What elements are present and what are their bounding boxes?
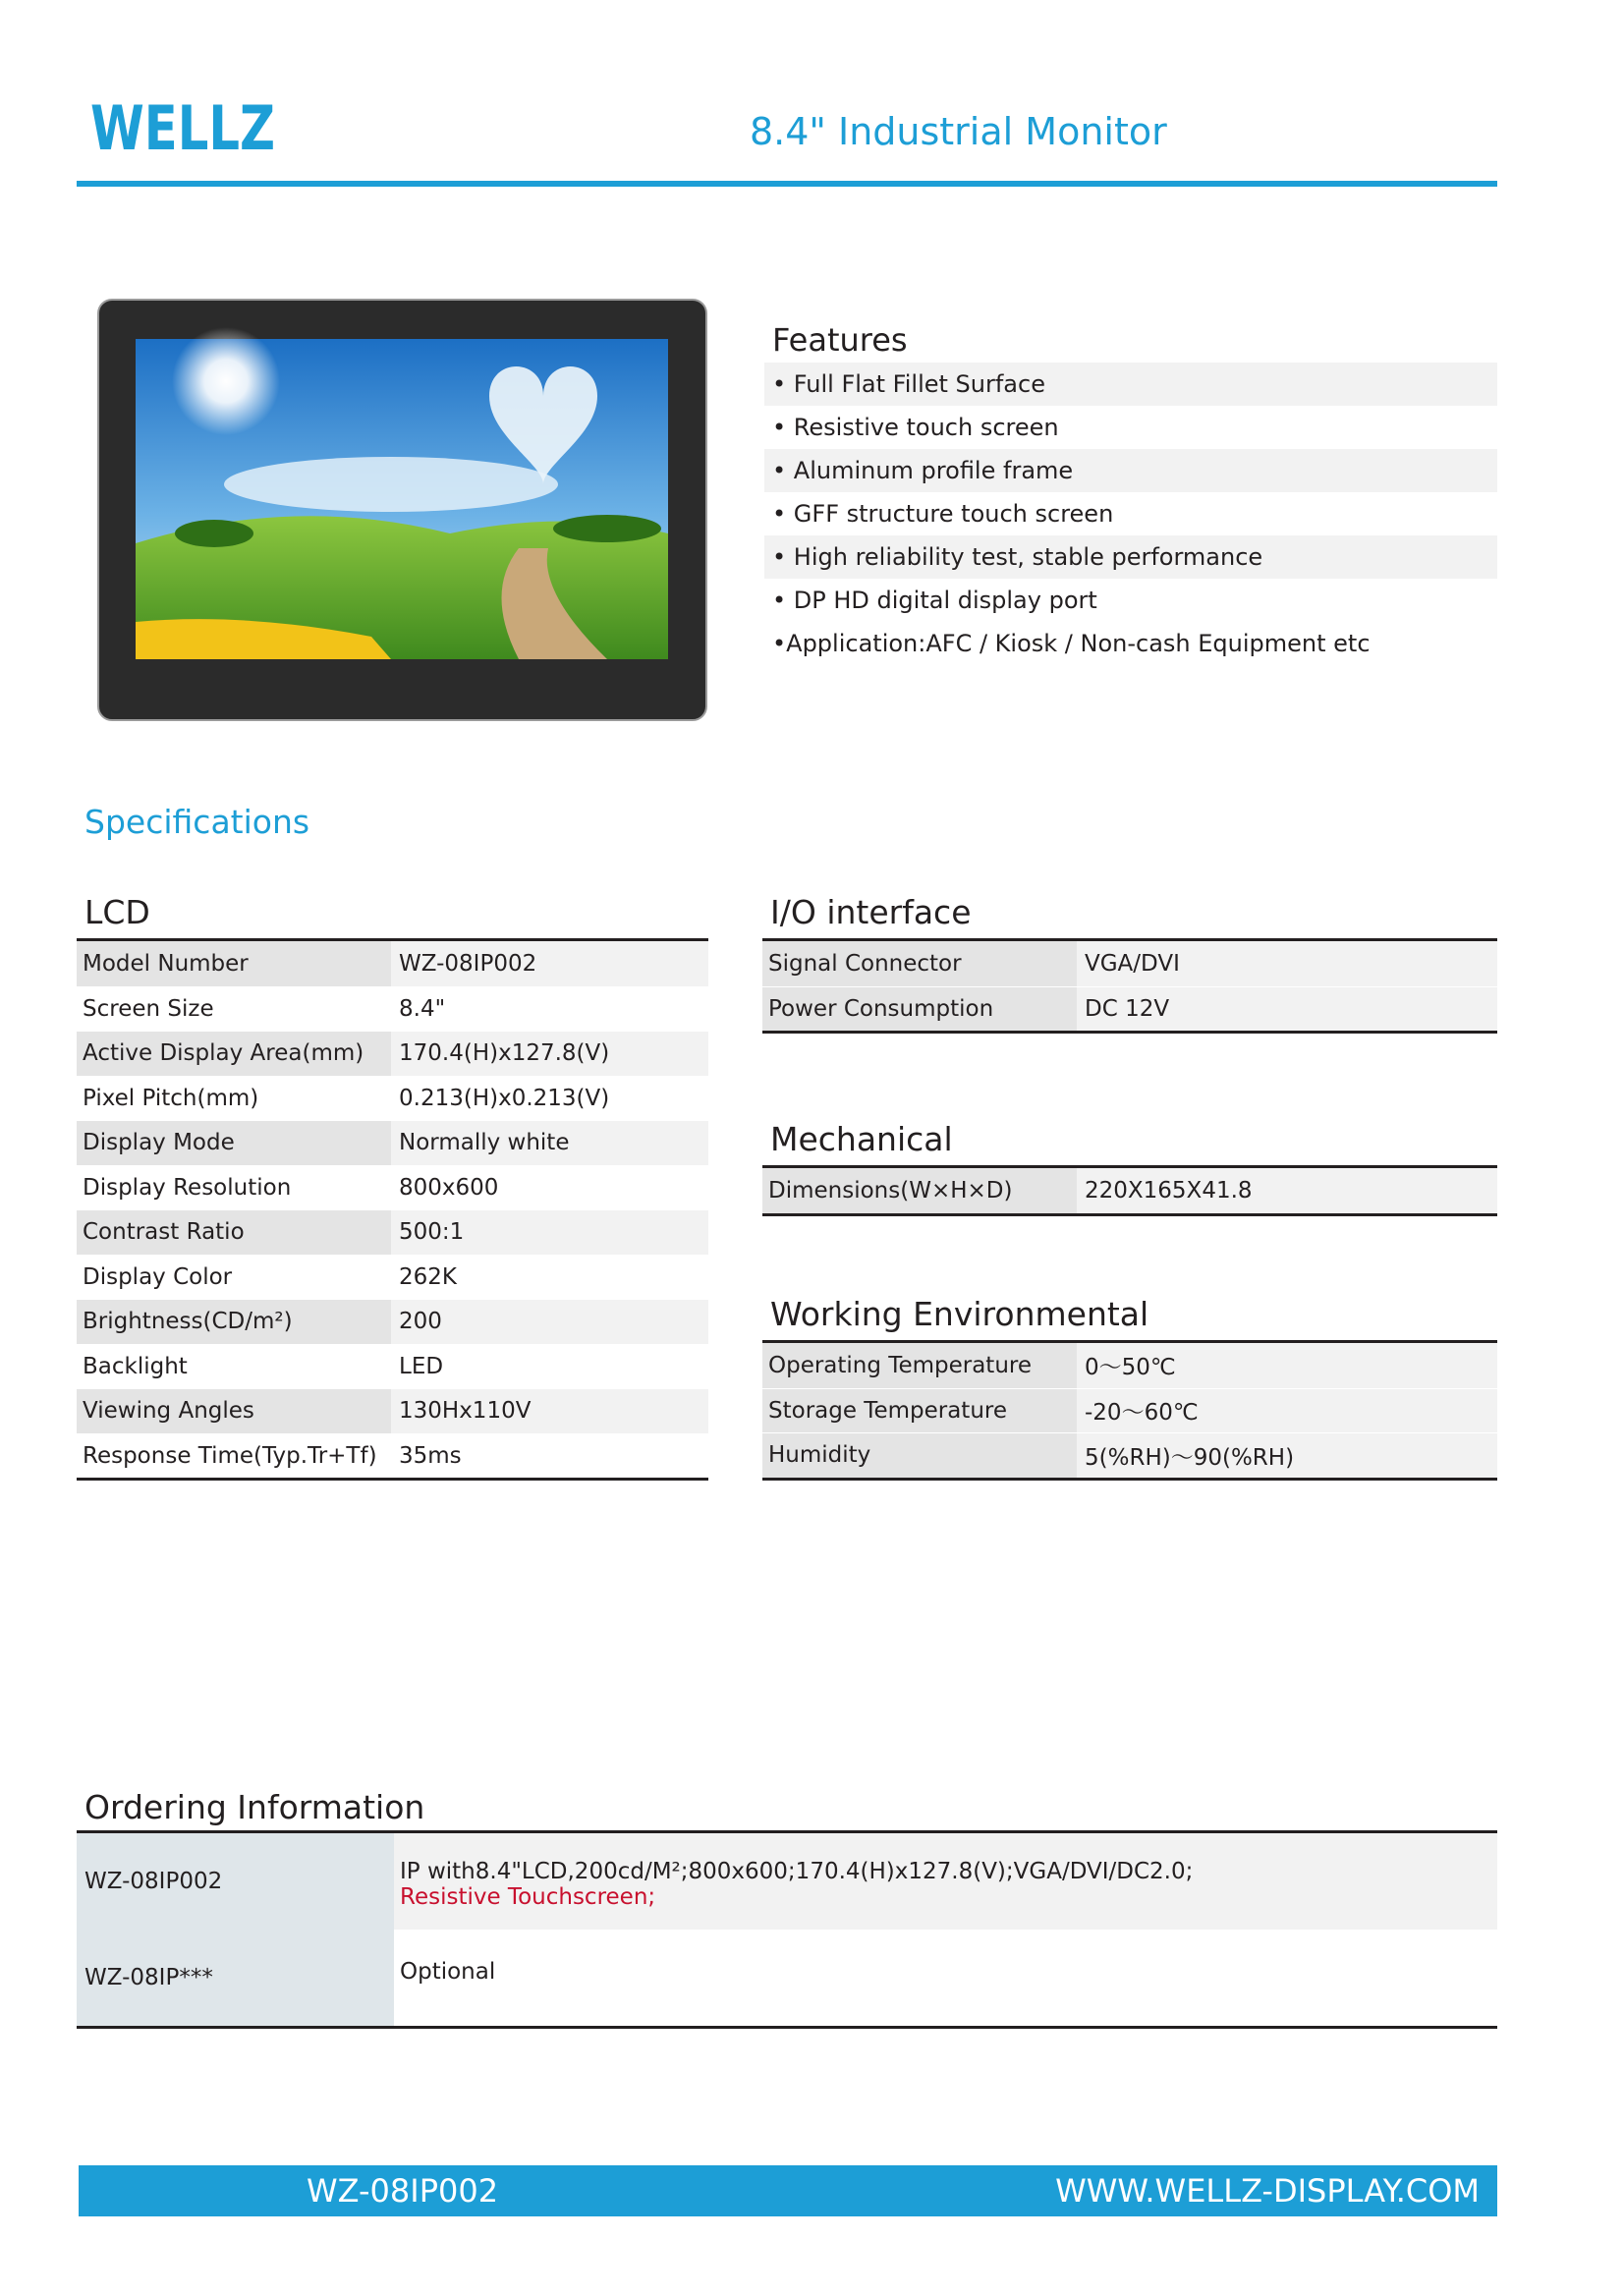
feature-item: • Full Flat Fillet Surface (764, 363, 1497, 406)
table-row (77, 1299, 708, 1344)
spec-value: 0.213(H)x0.213(V) (391, 1077, 708, 1121)
order-description: Optional (394, 1930, 1497, 2026)
order-description-line: IP with8.4"LCD,200cd/M²;800x600;170.4(H)x127.8(V);VGA/DVI/DC2.0; (400, 1859, 1194, 1884)
spec-value: 200 (391, 1300, 708, 1344)
order-code: WZ-08IP*** (77, 1930, 394, 2026)
brand-logo (90, 92, 277, 164)
spec-key: Storage Temperature (762, 1389, 1077, 1433)
spec-key: Backlight (77, 1345, 391, 1389)
spec-value: 130Hx110V (391, 1389, 708, 1433)
feature-item: • High reliability test, stable performance (764, 535, 1497, 579)
footer-bar (79, 2165, 1497, 2216)
io-heading: I/O interface (770, 893, 972, 931)
table-row (77, 1120, 708, 1165)
environment-heading: Working Environmental (770, 1295, 1149, 1333)
spec-value: LED (391, 1345, 708, 1389)
environment-spec-table (762, 1340, 1497, 1481)
lcd-spec-table (77, 938, 708, 1481)
table-row (77, 1209, 708, 1255)
spec-value: 170.4(H)x127.8(V) (391, 1032, 708, 1076)
table-row (762, 1432, 1497, 1478)
feature-item: • Aluminum profile frame (764, 449, 1497, 492)
spec-value: 35ms (391, 1434, 708, 1479)
spec-value: 8.4" (391, 987, 708, 1032)
table-row (762, 1168, 1497, 1213)
header-divider (77, 181, 1497, 187)
spec-value: -20～60℃ (1077, 1389, 1497, 1433)
spec-key: Dimensions(W×H×D) (762, 1168, 1077, 1213)
spec-key: Display Mode (77, 1121, 391, 1165)
table-row (77, 1255, 708, 1300)
io-spec-table (762, 938, 1497, 1034)
svg-text:WELLZ: WELLZ (90, 92, 275, 164)
spec-value: WZ-08IP002 (391, 941, 708, 986)
table-row (77, 986, 708, 1032)
spec-value: 500:1 (391, 1210, 708, 1255)
spec-key: Brightness(CD/m²) (77, 1300, 391, 1344)
spec-key: Display Color (77, 1256, 391, 1300)
spec-key: Active Display Area(mm) (77, 1032, 391, 1076)
spec-value: 262K (391, 1256, 708, 1300)
product-image (96, 298, 708, 722)
spec-value: 5(%RH)～90(%RH) (1077, 1433, 1497, 1478)
spec-key: Contrast Ratio (77, 1210, 391, 1255)
table-row (762, 986, 1497, 1032)
table-row (77, 1031, 708, 1076)
spec-value: Normally white (391, 1121, 708, 1165)
table-row (77, 1388, 708, 1433)
mechanical-spec-table (762, 1165, 1497, 1216)
spec-key: Model Number (77, 941, 391, 986)
spec-key: Pixel Pitch(mm) (77, 1077, 391, 1121)
spec-value: 0～50℃ (1077, 1343, 1497, 1388)
ordering-table (77, 1830, 1497, 2029)
spec-value: DC 12V (1077, 987, 1497, 1032)
features-heading: Features (772, 321, 908, 359)
spec-value: VGA/DVI (1077, 941, 1497, 986)
table-row (77, 1930, 1497, 2026)
feature-item: • Resistive touch screen (764, 406, 1497, 449)
document-title: 8.4" Industrial Monitor (750, 110, 1167, 153)
table-row (762, 1343, 1497, 1388)
feature-item: • DP HD digital display port (764, 579, 1497, 622)
table-row (762, 941, 1497, 986)
table-row (77, 1165, 708, 1210)
spec-value: 220X165X41.8 (1077, 1168, 1497, 1213)
wellz-logo-icon (90, 92, 277, 164)
feature-item: • GFF structure touch screen (764, 492, 1497, 535)
spec-key: Display Resolution (77, 1166, 391, 1210)
ordering-heading: Ordering Information (84, 1788, 425, 1826)
monitor-picture-icon (96, 298, 708, 722)
table-row (77, 1076, 708, 1121)
table-row (762, 1388, 1497, 1433)
spec-value: 800x600 (391, 1166, 708, 1210)
spec-key: Operating Temperature (762, 1343, 1077, 1388)
mechanical-heading: Mechanical (770, 1120, 953, 1158)
spec-key: Screen Size (77, 987, 391, 1032)
lcd-heading: LCD (84, 893, 150, 931)
spec-key: Signal Connector (762, 941, 1077, 986)
footer-website-link[interactable]: WWW.WELLZ-DISPLAY.COM (1055, 2172, 1480, 2210)
spec-key: Viewing Angles (77, 1389, 391, 1433)
spec-key: Humidity (762, 1433, 1077, 1478)
table-row (77, 1344, 708, 1389)
specifications-heading: Specifications (84, 803, 310, 841)
spec-key: Power Consumption (762, 987, 1077, 1032)
table-row (77, 1433, 708, 1479)
feature-item: •Application:AFC / Kiosk / Non-cash Equipment etc (764, 622, 1497, 665)
table-row (77, 1833, 1497, 1930)
spec-key: Response Time(Typ.Tr+Tf) (77, 1434, 391, 1479)
order-code: WZ-08IP002 (77, 1833, 394, 1930)
order-description (394, 1833, 1497, 1930)
footer-model: WZ-08IP002 (307, 2172, 499, 2210)
order-description-highlight: Resistive Touchscreen; (400, 1884, 656, 1910)
table-row (77, 941, 708, 986)
features-section (764, 317, 1497, 665)
